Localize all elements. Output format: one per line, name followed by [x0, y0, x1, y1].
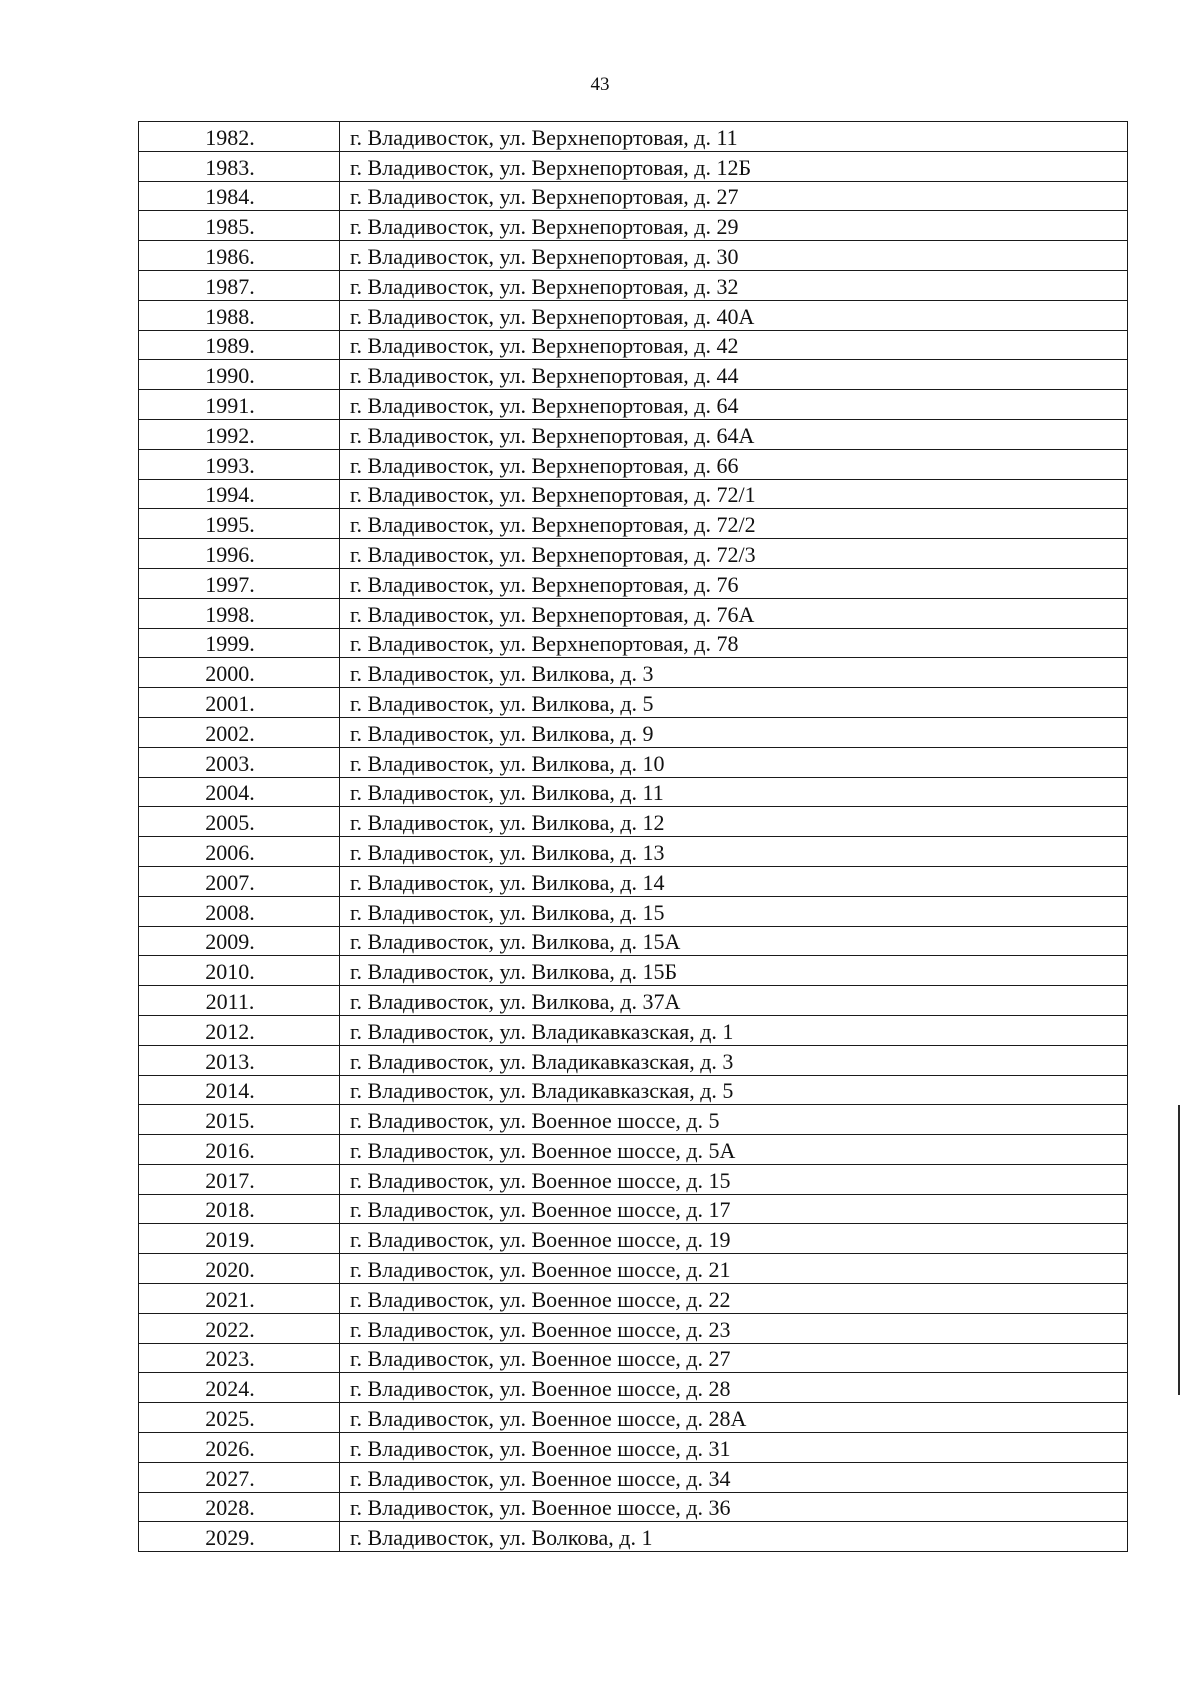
table-row: [139, 390, 1128, 420]
table-row: [139, 1492, 1128, 1522]
row-number-cell: 1994.: [139, 479, 340, 509]
table-row: [139, 896, 1128, 926]
row-number-cell: 2000.: [139, 658, 340, 688]
table-row: [139, 300, 1128, 330]
address-cell: г. Владивосток, ул. Верхнепортовая, д. 72/1: [340, 479, 1128, 509]
table-row: [139, 1075, 1128, 1105]
row-number-cell: 1986.: [139, 241, 340, 271]
table-row: [139, 479, 1128, 509]
row-number-cell: 2019.: [139, 1224, 340, 1254]
row-number-cell: 2009.: [139, 926, 340, 956]
row-number-cell: 1985.: [139, 211, 340, 241]
row-number-cell: 1982.: [139, 122, 340, 152]
address-cell: г. Владивосток, ул. Верхнепортовая, д. 64: [340, 390, 1128, 420]
row-number-cell: 2027.: [139, 1462, 340, 1492]
row-number-cell: 2029.: [139, 1522, 340, 1552]
address-cell: г. Владивосток, ул. Военное шоссе, д. 34: [340, 1462, 1128, 1492]
table-row: [139, 1194, 1128, 1224]
address-cell: г. Владивосток, ул. Верхнепортовая, д. 64А: [340, 419, 1128, 449]
address-cell: г. Владивосток, ул. Вилкова, д. 14: [340, 866, 1128, 896]
row-number-cell: 2026.: [139, 1433, 340, 1463]
address-cell: г. Владивосток, ул. Военное шоссе, д. 5А: [340, 1135, 1128, 1165]
address-cell: г. Владивосток, ул. Военное шоссе, д. 22: [340, 1284, 1128, 1314]
table-row: [139, 1433, 1128, 1463]
table-row: [139, 1284, 1128, 1314]
row-number-cell: 1990.: [139, 360, 340, 390]
table-row: [139, 449, 1128, 479]
row-number-cell: 2005.: [139, 807, 340, 837]
page-number: 43: [590, 74, 610, 95]
row-number-cell: 1998.: [139, 598, 340, 628]
table-row: [139, 837, 1128, 867]
address-cell: г. Владивосток, ул. Вилкова, д. 9: [340, 717, 1128, 747]
table-row: [139, 866, 1128, 896]
address-cell: г. Владивосток, ул. Верхнепортовая, д. 44: [340, 360, 1128, 390]
address-cell: г. Владивосток, ул. Верхнепортовая, д. 72/3: [340, 539, 1128, 569]
address-cell: г. Владивосток, ул. Военное шоссе, д. 28: [340, 1373, 1128, 1403]
table-row: [139, 1164, 1128, 1194]
table-row: [139, 1373, 1128, 1403]
address-cell: г. Владивосток, ул. Владикавказская, д. 5: [340, 1075, 1128, 1105]
table-row: [139, 241, 1128, 271]
row-number-cell: 2016.: [139, 1135, 340, 1165]
address-cell: г. Владивосток, ул. Военное шоссе, д. 19: [340, 1224, 1128, 1254]
table-row: [139, 1462, 1128, 1492]
row-number-cell: 2002.: [139, 717, 340, 747]
address-table: [138, 121, 1128, 1552]
row-number-cell: 2007.: [139, 866, 340, 896]
address-cell: г. Владивосток, ул. Военное шоссе, д. 15: [340, 1164, 1128, 1194]
table-row: [139, 598, 1128, 628]
address-cell: г. Владивосток, ул. Верхнепортовая, д. 11: [340, 122, 1128, 152]
table-row: [139, 270, 1128, 300]
table-row: [139, 1224, 1128, 1254]
table-row: [139, 1403, 1128, 1433]
row-number-cell: 2020.: [139, 1254, 340, 1284]
row-number-cell: 1992.: [139, 419, 340, 449]
address-cell: г. Владивосток, ул. Военное шоссе, д. 28А: [340, 1403, 1128, 1433]
scan-edge-mark: [1178, 1105, 1180, 1395]
table-row: [139, 926, 1128, 956]
address-cell: г. Владивосток, ул. Верхнепортовая, д. 78: [340, 628, 1128, 658]
address-cell: г. Владивосток, ул. Верхнепортовая, д. 76А: [340, 598, 1128, 628]
row-number-cell: 1993.: [139, 449, 340, 479]
row-number-cell: 1997.: [139, 568, 340, 598]
address-cell: г. Владивосток, ул. Вилкова, д. 11: [340, 777, 1128, 807]
row-number-cell: 2022.: [139, 1313, 340, 1343]
address-cell: г. Владивосток, ул. Верхнепортовая, д. 32: [340, 270, 1128, 300]
table-row: [139, 658, 1128, 688]
table-row: [139, 717, 1128, 747]
address-cell: г. Владивосток, ул. Владикавказская, д. 1: [340, 1015, 1128, 1045]
table-row: [139, 807, 1128, 837]
address-cell: г. Владивосток, ул. Верхнепортовая, д. 76: [340, 568, 1128, 598]
row-number-cell: 2003.: [139, 747, 340, 777]
row-number-cell: 1995.: [139, 509, 340, 539]
table-row: [139, 986, 1128, 1016]
row-number-cell: 2025.: [139, 1403, 340, 1433]
address-cell: г. Владивосток, ул. Военное шоссе, д. 5: [340, 1105, 1128, 1135]
row-number-cell: 1991.: [139, 390, 340, 420]
table-row: [139, 330, 1128, 360]
row-number-cell: 2004.: [139, 777, 340, 807]
address-cell: г. Владивосток, ул. Вилкова, д. 37А: [340, 986, 1128, 1016]
address-cell: г. Владивосток, ул. Вилкова, д. 15: [340, 896, 1128, 926]
table-row: [139, 509, 1128, 539]
row-number-cell: 2015.: [139, 1105, 340, 1135]
table-row: [139, 1343, 1128, 1373]
row-number-cell: 1988.: [139, 300, 340, 330]
table-row: [139, 777, 1128, 807]
table-row: [139, 419, 1128, 449]
address-cell: г. Владивосток, ул. Верхнепортовая, д. 40А: [340, 300, 1128, 330]
row-number-cell: 2017.: [139, 1164, 340, 1194]
row-number-cell: 2011.: [139, 986, 340, 1016]
table-row: [139, 1015, 1128, 1045]
table-row: [139, 539, 1128, 569]
row-number-cell: 2010.: [139, 956, 340, 986]
address-cell: г. Владивосток, ул. Вилкова, д. 15Б: [340, 956, 1128, 986]
row-number-cell: 2001.: [139, 688, 340, 718]
row-number-cell: 2024.: [139, 1373, 340, 1403]
address-cell: г. Владивосток, ул. Вилкова, д. 5: [340, 688, 1128, 718]
address-cell: г. Владивосток, ул. Военное шоссе, д. 27: [340, 1343, 1128, 1373]
address-cell: г. Владивосток, ул. Верхнепортовая, д. 12Б: [340, 151, 1128, 181]
table-row: [139, 1522, 1128, 1552]
row-number-cell: 2018.: [139, 1194, 340, 1224]
table-row: [139, 122, 1128, 152]
row-number-cell: 2008.: [139, 896, 340, 926]
table-row: [139, 211, 1128, 241]
row-number-cell: 2023.: [139, 1343, 340, 1373]
address-cell: г. Владивосток, ул. Верхнепортовая, д. 66: [340, 449, 1128, 479]
row-number-cell: 1999.: [139, 628, 340, 658]
address-cell: г. Владивосток, ул. Владикавказская, д. 3: [340, 1045, 1128, 1075]
address-cell: г. Владивосток, ул. Вилкова, д. 15А: [340, 926, 1128, 956]
address-cell: г. Владивосток, ул. Вилкова, д. 3: [340, 658, 1128, 688]
table-row: [139, 1313, 1128, 1343]
row-number-cell: 2028.: [139, 1492, 340, 1522]
row-number-cell: 1987.: [139, 270, 340, 300]
table-row: [139, 1045, 1128, 1075]
table-row: [139, 956, 1128, 986]
address-cell: г. Владивосток, ул. Вилкова, д. 13: [340, 837, 1128, 867]
address-cell: г. Владивосток, ул. Военное шоссе, д. 21: [340, 1254, 1128, 1284]
address-cell: г. Владивосток, ул. Верхнепортовая, д. 72/2: [340, 509, 1128, 539]
row-number-cell: 2014.: [139, 1075, 340, 1105]
address-cell: г. Владивосток, ул. Военное шоссе, д. 36: [340, 1492, 1128, 1522]
address-cell: г. Владивосток, ул. Верхнепортовая, д. 30: [340, 241, 1128, 271]
row-number-cell: 2012.: [139, 1015, 340, 1045]
table-row: [139, 1135, 1128, 1165]
address-cell: г. Владивосток, ул. Военное шоссе, д. 23: [340, 1313, 1128, 1343]
address-cell: г. Владивосток, ул. Верхнепортовая, д. 29: [340, 211, 1128, 241]
row-number-cell: 2021.: [139, 1284, 340, 1314]
table-row: [139, 628, 1128, 658]
table-row: [139, 747, 1128, 777]
address-cell: г. Владивосток, ул. Верхнепортовая, д. 42: [340, 330, 1128, 360]
table-row: [139, 688, 1128, 718]
row-number-cell: 2006.: [139, 837, 340, 867]
address-cell: г. Владивосток, ул. Верхнепортовая, д. 27: [340, 181, 1128, 211]
address-cell: г. Владивосток, ул. Военное шоссе, д. 31: [340, 1433, 1128, 1463]
row-number-cell: 2013.: [139, 1045, 340, 1075]
table-row: [139, 1105, 1128, 1135]
table-row: [139, 360, 1128, 390]
table-row: [139, 568, 1128, 598]
address-cell: г. Владивосток, ул. Вилкова, д. 12: [340, 807, 1128, 837]
table-row: [139, 181, 1128, 211]
address-cell: г. Владивосток, ул. Волкова, д. 1: [340, 1522, 1128, 1552]
address-table-body: [139, 122, 1128, 1552]
table-row: [139, 151, 1128, 181]
address-cell: г. Владивосток, ул. Военное шоссе, д. 17: [340, 1194, 1128, 1224]
row-number-cell: 1996.: [139, 539, 340, 569]
row-number-cell: 1984.: [139, 181, 340, 211]
address-cell: г. Владивосток, ул. Вилкова, д. 10: [340, 747, 1128, 777]
row-number-cell: 1989.: [139, 330, 340, 360]
table-row: [139, 1254, 1128, 1284]
row-number-cell: 1983.: [139, 151, 340, 181]
